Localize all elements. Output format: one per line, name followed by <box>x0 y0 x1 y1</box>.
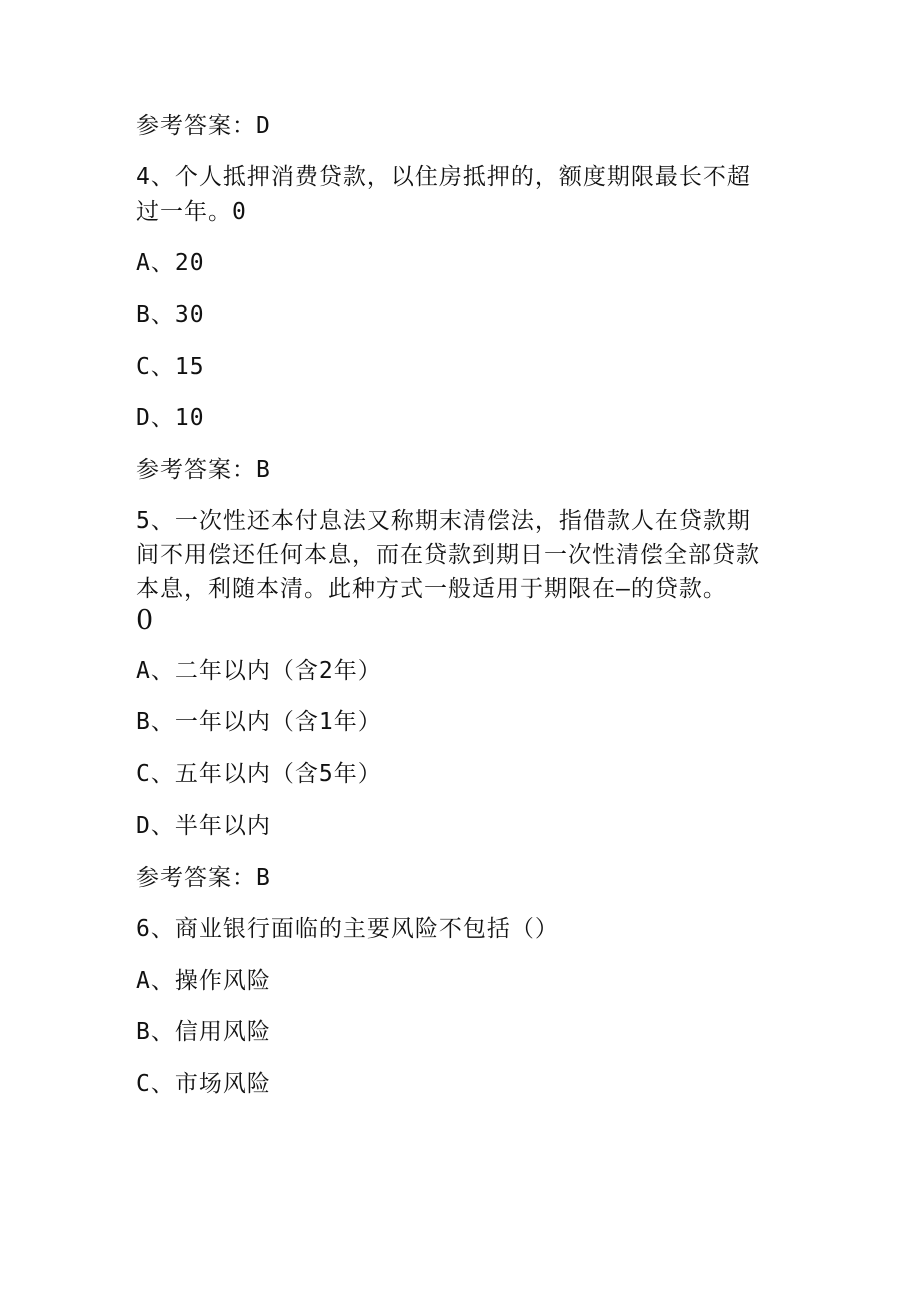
question-6-option-a: A、操作风险 <box>136 968 271 994</box>
question-4-option-c: C、15 <box>136 354 205 380</box>
question-4-text-line-1: 4、个人抵押消费贷款，以住房抵押的，额度期限最长不超 <box>136 164 751 190</box>
question-5-text-line-2: 间不用偿还任何本息，而在贷款到期日一次性清偿全部贷款 <box>136 542 760 568</box>
question-4-answer: 参考答案：B <box>136 457 271 483</box>
question-5-option-a: A、二年以内（含2年） <box>136 658 382 684</box>
question-6-option-c: C、市场风险 <box>136 1071 271 1097</box>
question-5-option-d: D、半年以内 <box>136 813 271 839</box>
question-5-text-line-3: 本息，利随本清。此种方式一般适用于期限在—的贷款。 <box>136 576 727 602</box>
question-4-option-a: A、20 <box>136 250 205 276</box>
question-5-option-c: C、五年以内（含5年） <box>136 761 382 787</box>
question-5-option-b: B、一年以内（含1年） <box>136 709 382 735</box>
question-6-text-line-1: 6、商业银行面临的主要风险不包括（） <box>136 916 559 942</box>
question-5-text-line-4: 0 <box>136 605 155 636</box>
question-4-option-d: D、10 <box>136 405 205 431</box>
question-4-option-b: B、30 <box>136 302 205 328</box>
question-5-text-line-1: 5、一次性还本付息法又称期末清偿法，指借款人在贷款期 <box>136 508 751 534</box>
question-4-text-line-2: 过一年。0 <box>136 199 247 225</box>
previous-answer: 参考答案：D <box>136 113 271 139</box>
question-5-answer: 参考答案：B <box>136 865 271 891</box>
question-6-option-b: B、信用风险 <box>136 1019 271 1045</box>
